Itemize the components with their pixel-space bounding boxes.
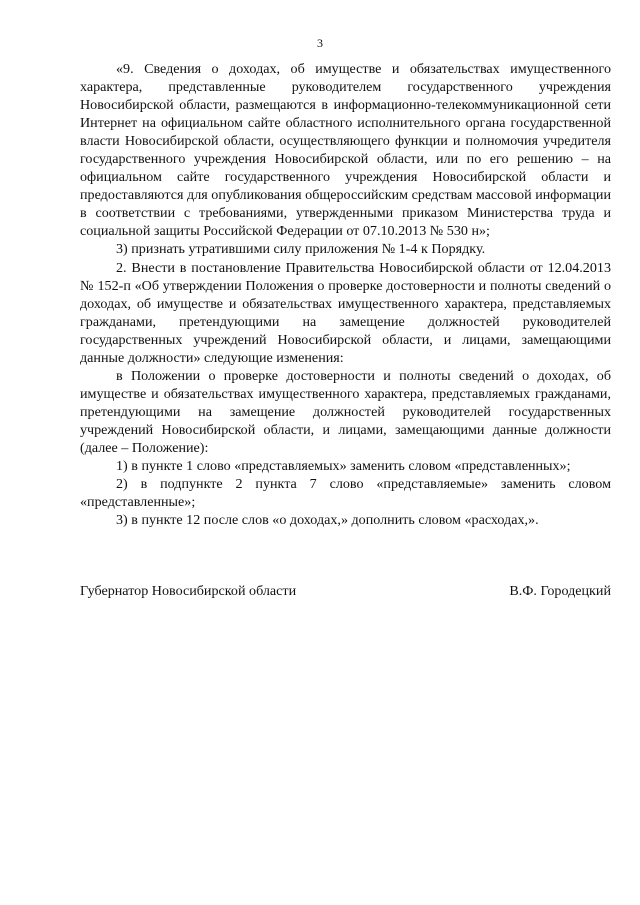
paragraph-section-2: 2. Внести в постановление Правительства Новосибирской области от 12.04.2013 № 152-п «Об утверждении Положения о проверке достоверности и полноты сведений о доходах, об имуществе и обязательствах имущественного характера, представляемых гражданами, претендующими на замещение должностей руководителей государственных учреждений Новосибирской области, и лицами, замещающими данные должности» следующие изменения: [80,259,611,366]
paragraph-change-2: 2) в подпункте 2 пункта 7 слово «представляемые» заменить словом «представленные»; [80,476,611,511]
paragraph-change-1: 1) в пункте 1 слово «представляемых» заменить словом «представленных»; [116,458,571,475]
page-number: 3 [317,36,323,50]
signatory-name: В.Ф. Городецкий [509,583,611,599]
signatory-position: Губернатор Новосибирской области [80,583,297,599]
paragraph-regulation-changes: в Положении о проверке достоверности и полноты сведений о доходах, об имуществе и обязательствах имущественного характера, представляемых гражданами, претендующими на замещение должностей руководителей государственных учреждений Новосибирской области, и лицами, замещающими данные должности (далее – Положение): [80,367,611,456]
paragraph-item-3-repeal: 3) признать утратившими силу приложения № 1-4 к Порядку. [116,241,486,258]
document-body [80,60,611,529]
signature-block [80,582,611,600]
paragraph-change-3: 3) в пункте 12 после слов «о доходах,» дополнить словом «расходах,». [116,512,539,529]
paragraph-item-9: «9. Сведения о доходах, об имуществе и обязательствах имущественного характера, представленные руководителем государственного учреждения Новосибирской области, размещаются в информационно-телекоммуникационной сети Интернет на официальном сайте областного исполнительного органа государственной власти Новосибирской области, осуществляющего функции и полномочия учредителя государственного учреждения Новосибирской области, или по его решению – на официальном сайте государственного учреждения Новосибирской области и предоставляются для опубликования общероссийским средствам массовой информации в соответствии с требованиями, утвержденными приказом Министерства труда и социальной защиты Российской Федерации от 07.10.2013 № 530 н»; [80,61,611,240]
